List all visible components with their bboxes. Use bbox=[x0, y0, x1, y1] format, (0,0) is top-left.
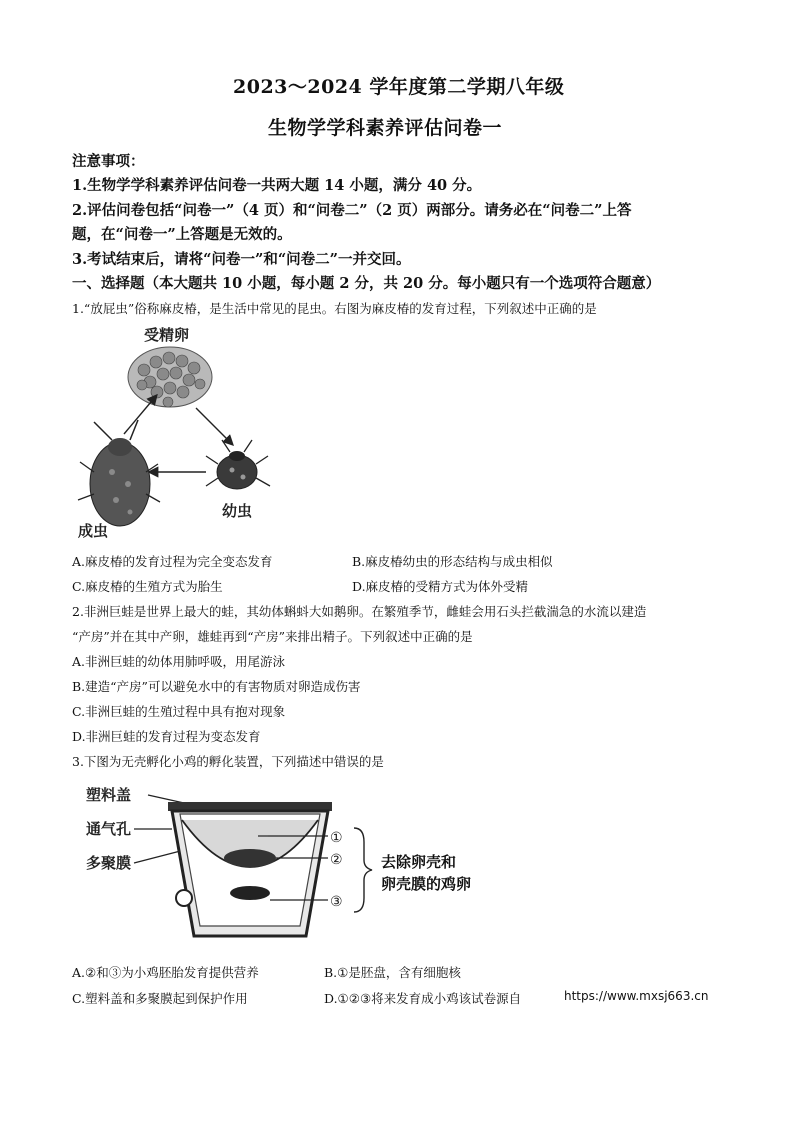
notice-item-2a: 2.评估问卷包括“问卷一”（4 页）和“问卷二”（2 页）两部分。请务必在“问卷二”上答 bbox=[72, 202, 632, 219]
label-num-1: ① bbox=[330, 830, 343, 846]
notice-item-2b: 题，在“问卷一”上答题是无效的。 bbox=[72, 226, 292, 243]
q3-figure bbox=[72, 776, 432, 946]
label-num-2: ② bbox=[330, 852, 343, 868]
notice-item-1: 1.生物学学科素养评估问卷一共两大题 14 小题，满分 40 分。 bbox=[72, 177, 482, 194]
brace-label-line-2: 卵壳膜的鸡卵 bbox=[381, 875, 472, 893]
label-egg: 受精卵 bbox=[144, 326, 190, 344]
incubator-cup-image bbox=[168, 802, 332, 936]
label-adult: 成虫 bbox=[78, 522, 109, 540]
label-vent: 通气孔 bbox=[86, 820, 132, 838]
notice-item-3: 3.考试结束后，请将“问卷一”和“问卷二”一并交回。 bbox=[72, 251, 411, 268]
notice-heading: 注意事项： bbox=[72, 153, 145, 170]
brace bbox=[354, 828, 372, 912]
arrow-egg-to-nymph bbox=[196, 408, 232, 444]
title-line-1: 2023～2024 学年度第二学期八年级 bbox=[233, 76, 565, 98]
q2-stem-a: 2.非洲巨蛙是世界上最大的蛙，其幼体蝌蚪大如鹅卵。在繁殖季节，雌蛙会用石头拦截湍急的水流以建造 bbox=[72, 604, 647, 619]
title-line-2: 生物学学科素养评估问卷一 bbox=[268, 117, 503, 139]
q2-option-c: C.非洲巨蛙的生殖过程中具有抱对现象 bbox=[72, 704, 286, 719]
q3-stem: 3.下图为无壳孵化小鸡的孵化装置，下列描述中错误的是 bbox=[72, 754, 384, 769]
q3-option-b: B.①是胚盘，含有细胞核 bbox=[324, 965, 461, 980]
nymph-bug-image bbox=[206, 440, 270, 489]
label-film: 多聚膜 bbox=[86, 854, 132, 872]
q2-option-a: A.非洲巨蛙的幼体用肺呼吸，用尾游泳 bbox=[72, 654, 286, 669]
q1-option-b: B.麻皮椿幼虫的形态结构与成虫相似 bbox=[352, 554, 553, 569]
q3-option-a: A.②和③为小鸡胚胎发育提供营养 bbox=[72, 965, 259, 980]
q1-option-a: A.麻皮椿的发育过程为完全变态发育 bbox=[72, 554, 273, 569]
label-lid: 塑料盖 bbox=[86, 786, 132, 804]
section-1-heading: 一、选择题（本大题共 10 小题，每小题 2 分，共 20 分。每小题只有一个选项符合题意） bbox=[72, 275, 661, 292]
q1-option-c: C.麻皮椿的生殖方式为胎生 bbox=[72, 579, 223, 594]
label-num-3: ③ bbox=[330, 894, 343, 910]
watermark-url[interactable]: https://www.mxsj663.cn bbox=[564, 989, 709, 1003]
q3-option-d: D.①②③将来发育成小鸡该试卷源自 bbox=[324, 991, 522, 1006]
adult-bug-image bbox=[78, 420, 160, 526]
arrow-adult-to-egg bbox=[124, 396, 156, 434]
brace-label-line-1: 去除卵壳和 bbox=[381, 853, 457, 871]
q1-stem: 1.“放屁虫”俗称麻皮椿，是生活中常见的昆虫。右图为麻皮椿的发育过程，下列叙述中正确的是 bbox=[72, 301, 597, 316]
q2-option-d: D.非洲巨蛙的发育过程为变态发育 bbox=[72, 729, 261, 744]
q1-figure bbox=[72, 322, 292, 544]
q3-option-c: C.塑料盖和多聚膜起到保护作用 bbox=[72, 991, 248, 1006]
q1-option-d: D.麻皮椿的受精方式为体外受精 bbox=[352, 579, 529, 594]
q2-option-b: B.建造“产房”可以避免水中的有害物质对卵造成伤害 bbox=[72, 679, 361, 694]
label-nymph: 幼虫 bbox=[222, 502, 253, 520]
q2-stem-b: “产房”并在其中产卵，雄蛙再到“产房”来排出精子。下列叙述中正确的是 bbox=[72, 629, 473, 644]
egg-cluster-image bbox=[128, 347, 212, 407]
